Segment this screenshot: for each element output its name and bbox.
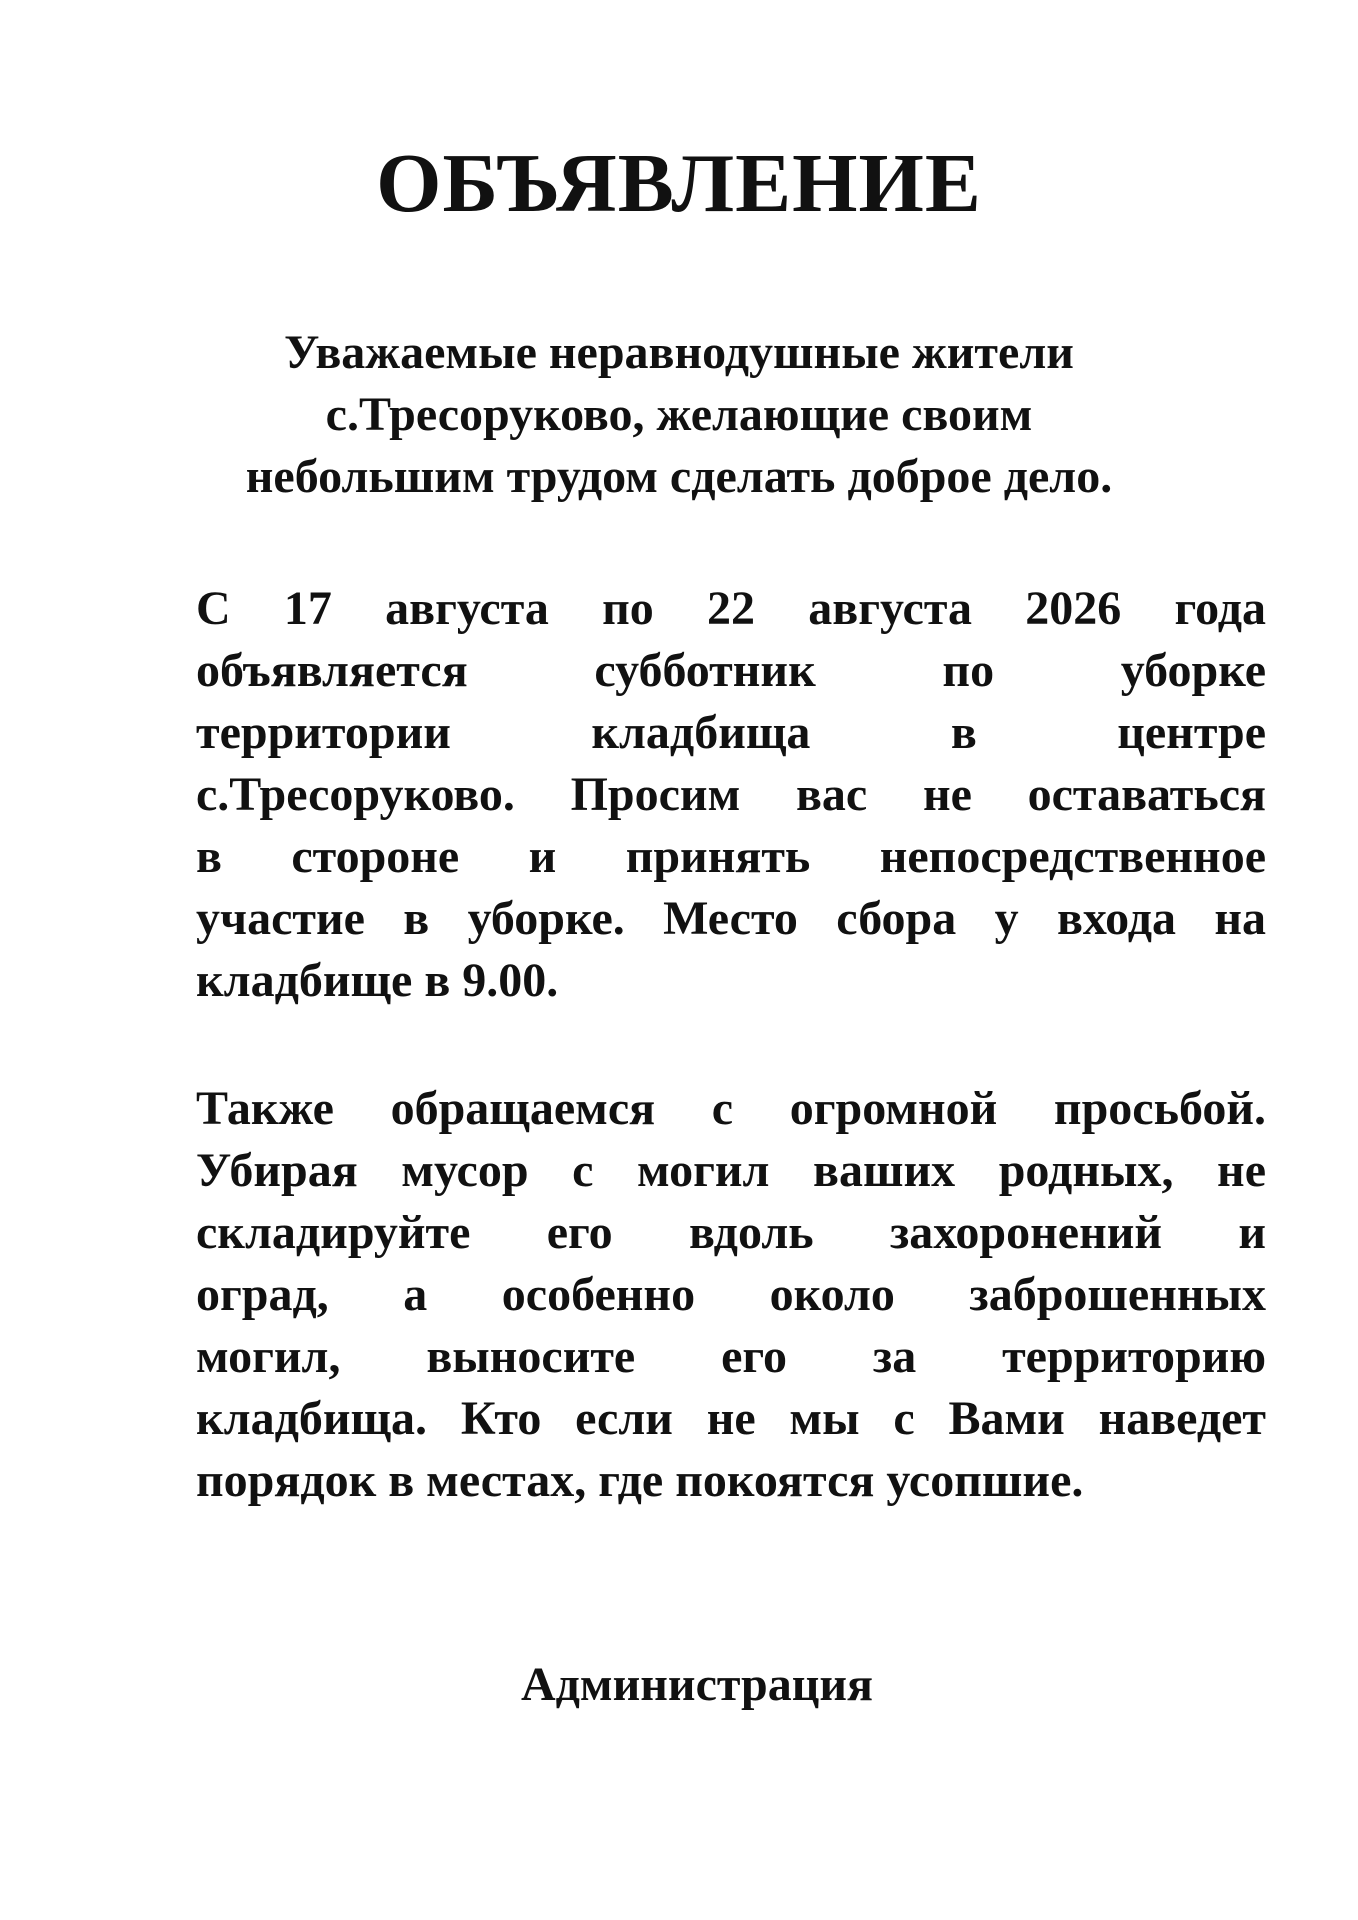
announcement-title: ОБЪЯВЛЕНИЕ <box>376 137 982 230</box>
signature: Администрация <box>520 1658 874 1711</box>
paragraph-line: кладбище в 9.00. <box>196 954 559 1007</box>
paragraph-line: с.Тресоруково. Просим вас не оставаться <box>196 768 1266 821</box>
paragraph-line: складируйте его вдоль захоронений и <box>196 1206 1266 1259</box>
greeting-line: небольшим трудом сделать доброе дело. <box>245 450 1113 503</box>
greeting-line: с.Тресоруково, желающие своим <box>325 388 1033 441</box>
paragraph-line: участие в уборке. Место сбора у входа на <box>196 892 1266 945</box>
paragraph-line: кладбища. Кто если не мы с Вами наведет <box>196 1392 1266 1445</box>
paragraph-line: Также обращаемся с огромной просьбой. <box>196 1082 1266 1135</box>
paragraph-line: Убирая мусор с могил ваших родных, не <box>196 1144 1266 1197</box>
paragraph-line: в стороне и принять непосредственное <box>196 830 1266 883</box>
paragraph-line: С 17 августа по 22 августа 2026 года <box>196 582 1266 635</box>
paragraph-line: порядок в местах, где покоятся усопшие. <box>196 1454 1084 1507</box>
paragraph-line: оград, а особенно около заброшенных <box>196 1268 1266 1321</box>
paragraph-line: территории кладбища в центре <box>196 706 1266 759</box>
paragraph-line: могил, выносите его за территорию <box>196 1330 1266 1383</box>
greeting-line: Уважаемые неравнодушные жители <box>284 326 1074 379</box>
request-paragraph <box>196 1078 1266 1512</box>
cleanup-paragraph <box>196 578 1266 1012</box>
paragraph-line: объявляется субботник по уборке <box>196 644 1266 697</box>
greeting <box>0 322 1358 508</box>
